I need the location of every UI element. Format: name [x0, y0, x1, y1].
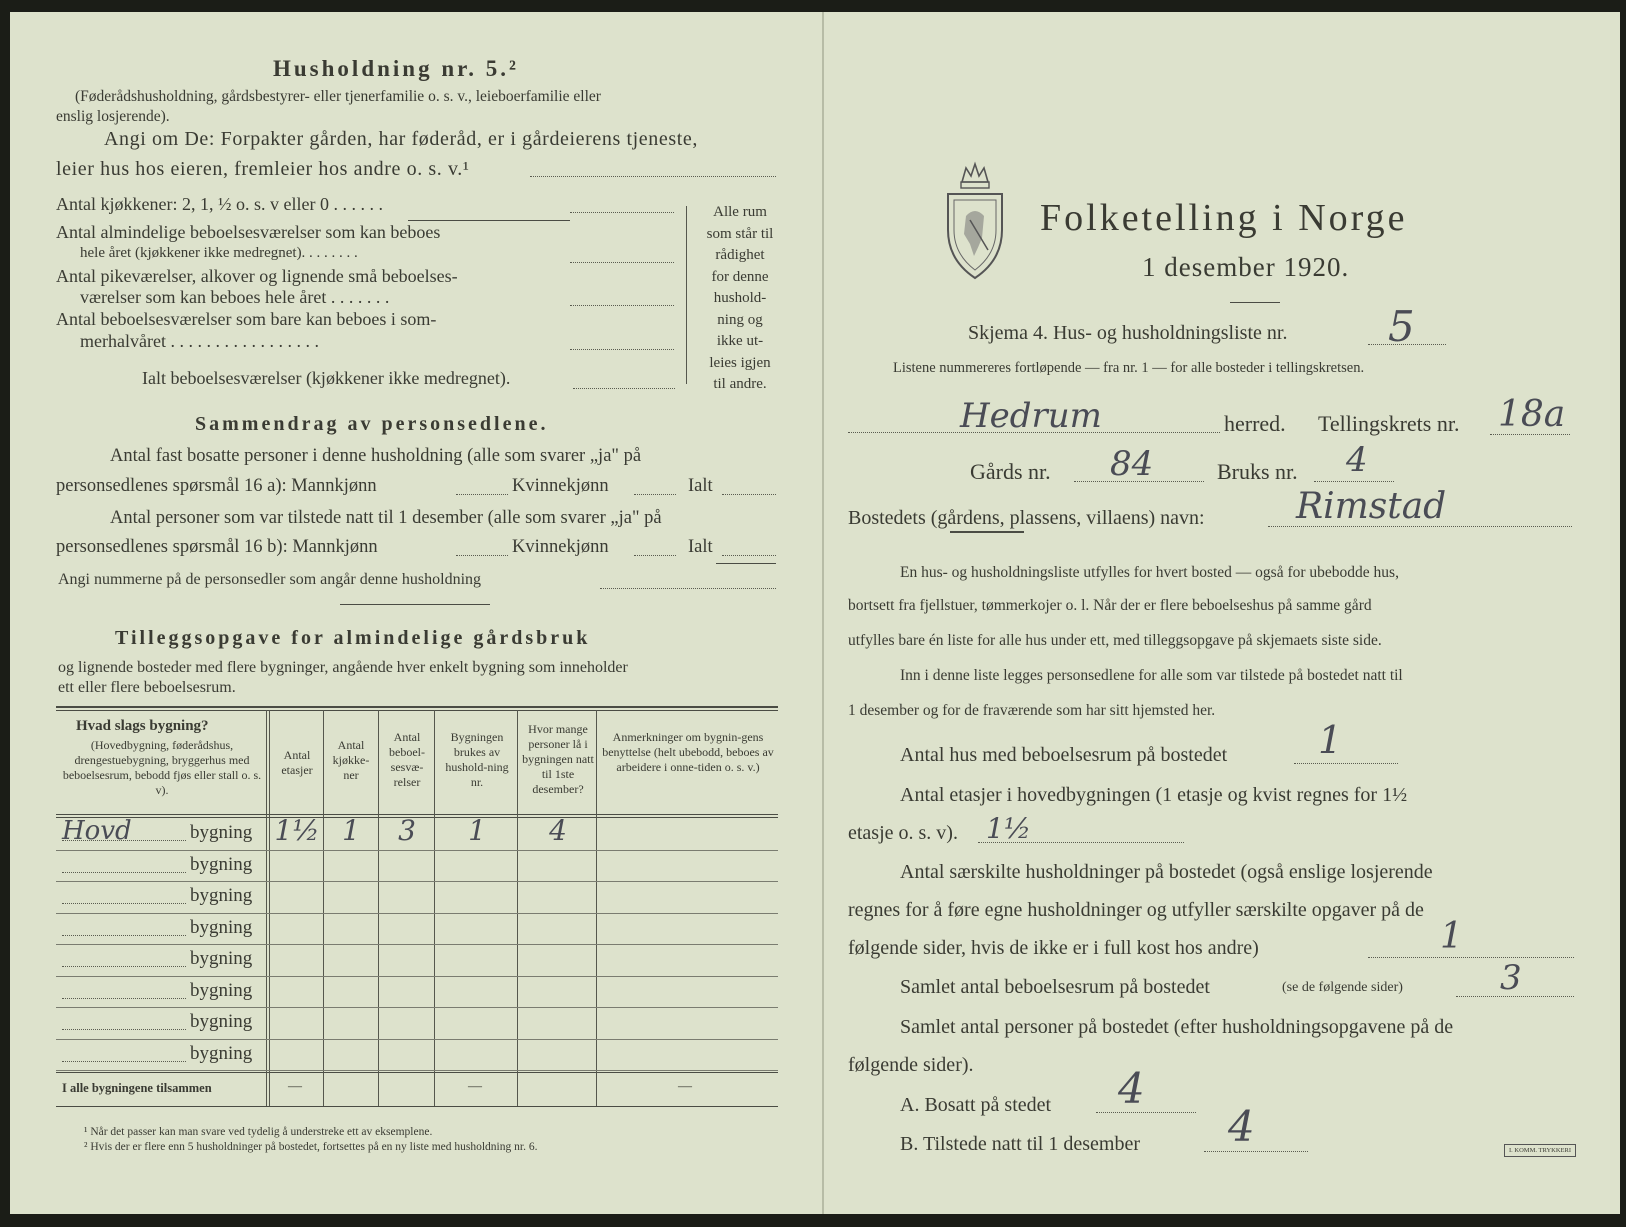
kjokkener-underline: [408, 220, 570, 221]
col-divider-1: [266, 710, 267, 1106]
col-divider-5: [517, 710, 518, 1106]
angi-line-2: leier hus hos eieren, fremleier hos andre o. s. v.¹: [56, 158, 470, 180]
table-bottom-rule: [56, 1106, 778, 1107]
a-bosatt-line: [1096, 1112, 1196, 1113]
row-building-type: Hovd: [62, 816, 132, 846]
tillegg-line-1: og lignende bosteder med flere bygninger, angående hver enkelt bygning som inneholder: [58, 659, 628, 676]
tellingskrets-label: Tellingskrets nr.: [1318, 411, 1460, 436]
q-alm-1: Antal almindelige beboelsesværelser som kan beboes: [56, 222, 441, 242]
row-cell-personer: 4: [549, 814, 567, 847]
bosted-line: [1268, 526, 1572, 527]
q-hush-3: følgende sider, hvis de ikke er i full kost hos andre): [848, 937, 1259, 959]
row-cell-hushold: 1: [468, 814, 486, 847]
s1-line-a: Antal fast bosatte personer i denne husholdning (alle som svarer „ja" på: [110, 446, 642, 466]
footnote-2: ² Hvis der er flere enn 5 husholdninger på bostedet, fortsettes på en ny liste med husholdning nr. 6.: [84, 1141, 538, 1153]
s2-kvinne-line: [634, 555, 676, 556]
angi-line-1: Angi om De: Forpakter gården, har føderåd, er i gårdeierens tjeneste,: [104, 128, 698, 150]
q-etasjer-line: [978, 842, 1184, 843]
instr-2a: Inn i denne liste legges personsedlene for alle som var tilstede på bostedet natt til: [900, 667, 1403, 684]
table-top-rule-2: [56, 710, 778, 711]
a-bosatt-value: 4: [1118, 1064, 1145, 1113]
skjema-number: 5: [1388, 302, 1415, 351]
q-som-1: Antal beboelsesværelser som bare kan bebоes i som-: [56, 309, 437, 329]
b-tilstede-value: 4: [1228, 1102, 1255, 1151]
census-title: Folketelling i Norge: [1040, 197, 1408, 239]
s2-ialt: Ialt: [688, 537, 713, 557]
q-rum-note: (se de følgende sider): [1282, 980, 1403, 995]
row-bygning-label: bygning: [190, 948, 253, 969]
s1-kvinne: Kvinnekjønn: [512, 476, 609, 496]
q-som-2: merhalvåret . . . . . . . . . . . . . . . . .: [80, 331, 319, 351]
title-divider: [1230, 302, 1280, 303]
q-hus-value: 1: [1318, 718, 1343, 762]
table-top-rule: [56, 706, 778, 708]
col-vaerelser-header: Antal beboel-sesvæ-relser: [389, 730, 425, 789]
sammendrag-title: Sammendrag av personsedlene.: [195, 413, 549, 435]
household-title: Husholdning nr. 5.²: [273, 56, 519, 81]
row-type-line: [62, 935, 186, 936]
bruks-value: 4: [1346, 440, 1368, 480]
coat-of-arms-icon: [940, 160, 1010, 282]
col-etasjer-header: Antal etasjer: [281, 748, 313, 777]
footnote-1: ¹ Når det passer kan man svare ved tydelig å understreke ett av eksemplene.: [84, 1126, 433, 1138]
q-pers-2: følgende sider).: [848, 1054, 974, 1076]
side-brace: [686, 206, 687, 384]
q-alm-2: hele året (kjøkkener ikke medregnet). . . . . . . .: [80, 245, 358, 261]
skjema-label: Skjema 4. Hus- og husholdningsliste nr.: [968, 322, 1288, 344]
page-fold: [822, 12, 824, 1214]
herred-label: herred.: [1224, 411, 1286, 436]
col-divider-3: [378, 710, 379, 1106]
q-hus-line: [1294, 763, 1398, 764]
col-divider-6: [596, 710, 597, 1106]
intro-line-2: enslig losjerende).: [56, 108, 170, 125]
b-tilstede-line: [1204, 1151, 1308, 1152]
tillegg-line-2: ett eller flere beboelsesrum.: [58, 679, 236, 696]
herred-value: Hedrum: [960, 396, 1102, 436]
angi-answer-line: [530, 176, 776, 177]
census-date: 1 desember 1920.: [1142, 252, 1350, 282]
som-answer-line: [570, 349, 674, 350]
col-hvad-title: Hvad slags bygning?: [76, 718, 209, 734]
col-anm-header: Anmerkninger om bygnin-gens benyttelse (helt ubebodd, beboes av arbeidere i onne-tiden o. s. v.): [602, 730, 774, 774]
row-bygning-label: bygning: [190, 917, 253, 938]
tellingskrets-value: 18a: [1498, 394, 1566, 435]
section-divider: [340, 604, 490, 605]
instr-2b: 1 desember og for de fraværende som har sitt hjemsted her.: [848, 702, 1216, 719]
total-etasjer-dash: —: [288, 1079, 302, 1094]
s2-line-b: personsedlenes spørsmål 16 b): Mannkjønn: [56, 537, 378, 557]
q-hus: Antal hus med beboelsesrum på bostedet: [900, 744, 1228, 766]
q-pers-1: Samlet antal personer på bostedet (efter husholdningsopgavene på de: [900, 1016, 1454, 1038]
gardens-underline: [950, 531, 1024, 533]
q-etasjer-1: Antal etasjer i hovedbygningen (1 etasje og kvist regnes for 1½: [900, 784, 1408, 806]
s1-mann-line: [456, 494, 508, 495]
kjokkener-answer-line: [570, 212, 674, 213]
herred-line: [848, 432, 1220, 433]
s2-line-a: Antal personer som var tilstede natt til 1 desember (alle som svarer „ja" på: [110, 508, 662, 528]
row-type-line: [62, 840, 186, 841]
s1-ialt-line: [722, 494, 776, 495]
s2-ialt-line: [722, 555, 776, 556]
q-rum-value: 3: [1500, 958, 1522, 998]
row-type-line: [62, 1029, 186, 1030]
row-type-line: [62, 903, 186, 904]
table-row-rule: [56, 850, 778, 851]
row-type-line: [62, 998, 186, 999]
ialt-answer-line: [573, 388, 675, 389]
bruks-label: Bruks nr.: [1217, 459, 1298, 484]
bosted-label: Bostedets (gårdens, plassens, villaens) navn:: [848, 507, 1205, 529]
q-kjokkener: Antal kjøkkener: 2, 1, ½ o. s. v eller 0 . . . . . .: [56, 194, 383, 214]
total-anm-dash: —: [678, 1079, 692, 1094]
row-type-line: [62, 1061, 186, 1062]
row-bygning-label: bygning: [190, 1011, 253, 1032]
gards-value: 84: [1110, 444, 1154, 484]
row-bygning-label: bygning: [190, 885, 253, 906]
table-row-rule: [56, 1070, 778, 1071]
s1-ialt: Ialt: [688, 476, 713, 496]
s2-kvinne: Kvinnekjønn: [512, 537, 609, 557]
gards-line: [1074, 481, 1204, 482]
row-cell-kjokkener: 1: [342, 814, 360, 847]
a-bosatt-label: A. Bosatt på stedet: [900, 1094, 1052, 1116]
total-brukes-dash: —: [468, 1079, 482, 1094]
instr-1a: En hus- og husholdningsliste utfylles for hvert bosted — også for ubebodde hus,: [900, 564, 1399, 581]
row-bygning-label: bygning: [190, 822, 253, 843]
table-row-rule: [56, 944, 778, 945]
col-kjokkener-header: Antal kjøkke-ner: [332, 738, 370, 782]
pike-answer-line: [570, 305, 674, 306]
q-rum: Samlet antal beboelsesrum på bostedet: [900, 976, 1210, 998]
row-cell-etasjer: 1½: [274, 814, 320, 847]
row-type-line: [62, 966, 186, 967]
row-cell-vaerelser: 3: [398, 814, 416, 847]
col-divider-2: [323, 710, 324, 1106]
col-divider-4: [434, 710, 435, 1106]
s1-kvinne-line: [634, 494, 676, 495]
printer-stamp: I. KOMM. TRYKKERI: [1504, 1144, 1576, 1157]
q-etasjer-2: etasje o. s. v).: [848, 822, 958, 844]
q-hush-2: regnes for å føre egne husholdninger og utfyller særskilte opgaver på de: [848, 899, 1424, 921]
col-hvad-sub: (Hovedbygning, føderådshus, drengestuebygning, bryggerhus med beboelsesrum, bebodd fjøs eller stall o. s. v).: [62, 738, 262, 797]
table-total-rule: [56, 1072, 778, 1073]
q-hush-line: [1368, 957, 1574, 958]
row-bygning-label: bygning: [190, 854, 253, 875]
col-divider-1b: [269, 710, 270, 1106]
row-bygning-label: bygning: [190, 980, 253, 1001]
nummerne-line: [600, 588, 776, 589]
row-bygning-label: bygning: [190, 1043, 253, 1064]
side-note: Alle rum som står til rådighet for denne hushold- ning og ikke ut- leies igjen til andre.: [706, 204, 774, 392]
s2-mann-line: [456, 555, 508, 556]
row-type-line: [62, 872, 186, 873]
tillegg-title: Tilleggsopgave for almindelige gårdsbruk: [115, 627, 591, 649]
table-row-rule: [56, 881, 778, 882]
q-etasjer-value: 1½: [986, 812, 1031, 845]
q-hush-1: Antal særskilte husholdninger på bostedet (også enslige losjerende: [900, 861, 1433, 883]
alm-answer-line: [570, 262, 674, 263]
col-personer-header: Hvor mange personer lå i bygningen natt til 1ste desember?: [522, 722, 594, 796]
instr-1b: bortsett fra fjellstuer, tømmerkojer o. l. Når der er flere beboelseshus på samme gård: [848, 597, 1372, 614]
q-ialt: Ialt beboelsesværelser (kjøkkener ikke medregnet).: [142, 368, 511, 388]
s1-line-b: personsedlenes spørsmål 16 a): Mannkjønn: [56, 476, 377, 496]
b-tilstede-label: B. Tilstede natt til 1 desember: [900, 1133, 1140, 1155]
s2-ialt-underline: [716, 563, 776, 564]
skjema-nr-line: [1368, 344, 1446, 345]
table-row-rule: [56, 1007, 778, 1008]
instr-1c: utfylles bare én liste for alle hus under ett, med tilleggsopgave på skjemaets siste side.: [848, 632, 1382, 649]
q-pike-1: Antal pikeværelser, alkover og lignende små beboelses-: [56, 266, 458, 286]
table-row-rule: [56, 913, 778, 914]
intro-line-1: (Føderådshusholdning, gårdsbestyrer- eller tjenerfamilie o. s. v., leieboerfamilie eller: [75, 88, 601, 105]
gards-label: Gårds nr.: [970, 459, 1051, 484]
table-row-rule: [56, 976, 778, 977]
q-hush-value: 1: [1440, 916, 1463, 957]
listene-note: Listene nummereres fortløpende — fra nr. 1 — for alle bosteder i tellingskretsen.: [893, 360, 1365, 376]
bruks-line: [1314, 481, 1394, 482]
col-brukes-header: Bygningen brukes av hushold-ning nr.: [445, 730, 509, 789]
q-rum-line: [1456, 996, 1574, 997]
total-label: I alle bygningene tilsammen: [62, 1081, 212, 1095]
table-row-rule: [56, 1039, 778, 1040]
q-pike-2: værelser som kan beboes hele året . . . . . . .: [80, 287, 390, 307]
angi-nummerne: Angi nummerne på de personsedler som angår denne husholdning: [58, 571, 482, 588]
tellingskrets-line: [1490, 434, 1570, 435]
bosted-value: Rimstad: [1296, 486, 1447, 527]
